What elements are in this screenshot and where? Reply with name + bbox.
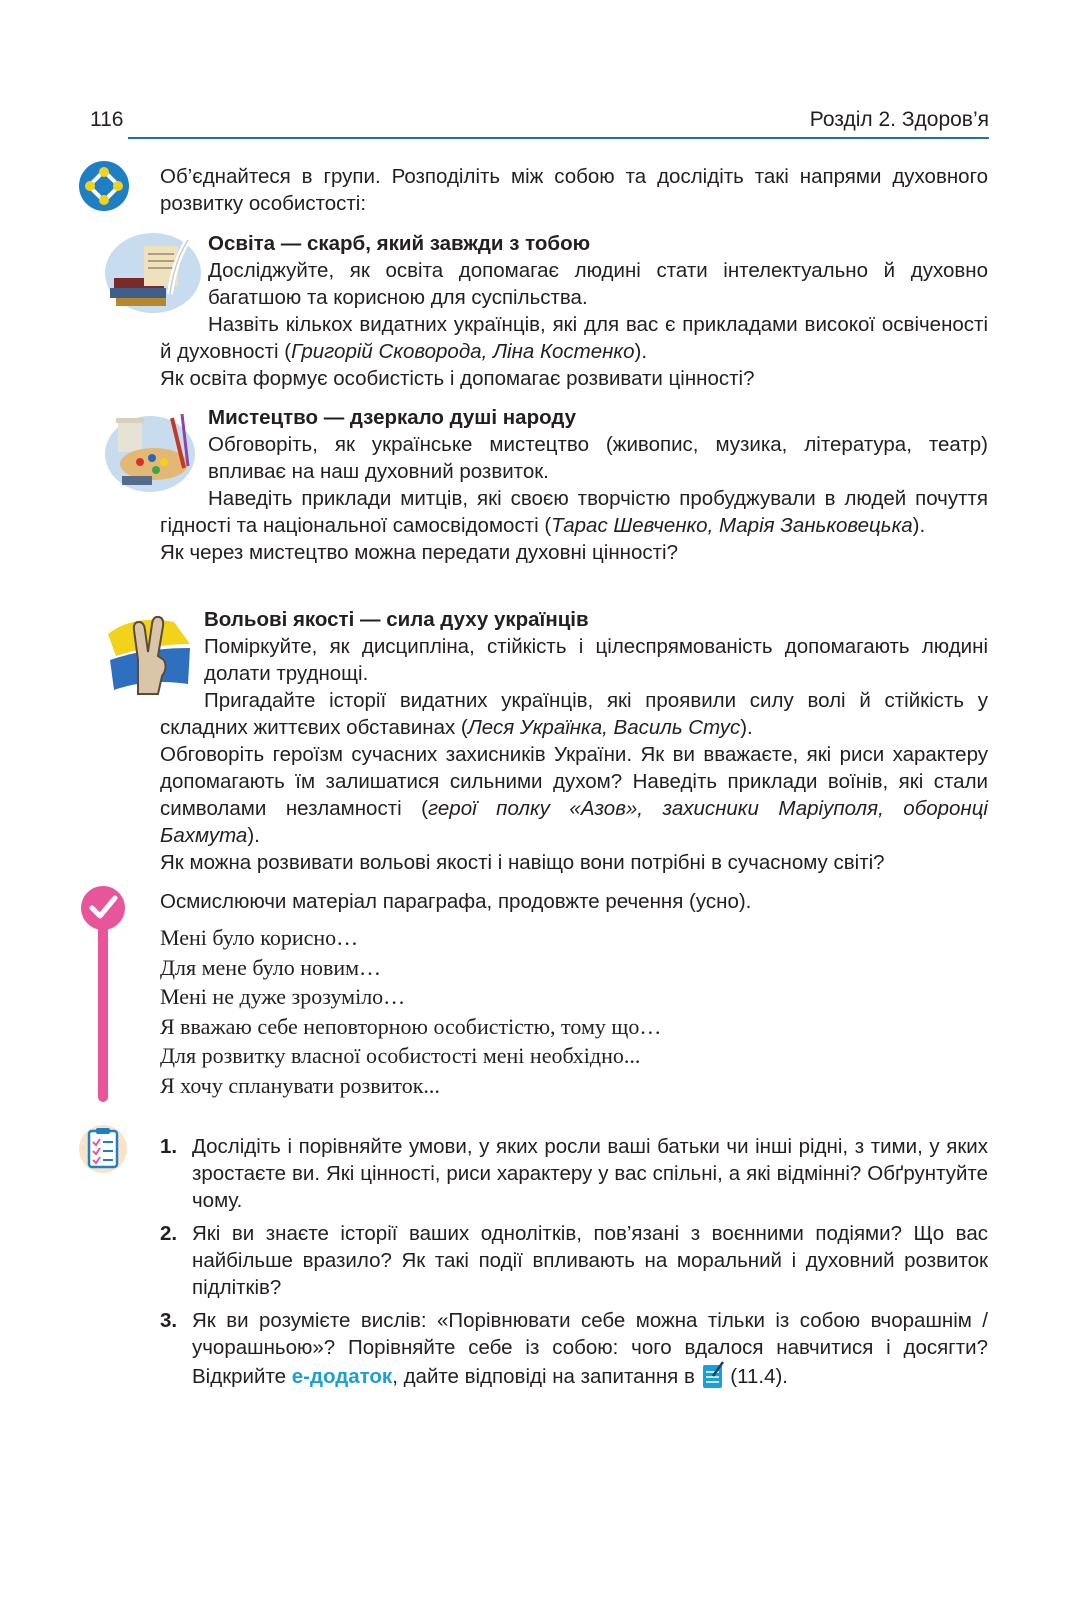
section-willpower-p1: Поміркуйте, як дисципліна, стійкість і цілеспрямованість допомагають людині долати труднощі.: [204, 635, 988, 685]
group-work-icon: [78, 160, 130, 212]
section-willpower-heroes: герої полку «Азов», захисники Маріуполя, оборонці Бахмута: [160, 797, 988, 847]
page-number: 116: [90, 108, 124, 131]
section-willpower-p2: Пригадайте історії видатних українців, які проявили силу волі й стійкість у складних життєвих обставинах (: [160, 689, 988, 739]
section-art-names: Тарас Шевченко, Марія Заньковецька: [551, 514, 913, 537]
punct: ).: [912, 514, 926, 537]
section-willpower-p4: Як можна розвивати вольові якості і навіщо вони потрібні в сучасному світі?: [160, 851, 885, 874]
reflection-intro: Осмислюючи матеріал параграфа, продовжте речення (усно).: [160, 890, 752, 913]
task-1: [160, 1133, 988, 1214]
section-willpower-names: Леся Українка, Василь Стус: [467, 716, 741, 739]
section-willpower-p3: Обговоріть героїзм сучасних захисників України. Як ви вважаєте, які риси характеру допомагають їм залишатися сильними духом? Наведіть приклади воїнів, які стали символами незламності (: [160, 743, 988, 820]
section-willpower: [160, 606, 988, 876]
task-number: 3.: [160, 1309, 178, 1332]
reflection-line: Мені не дуже зрозуміло…: [160, 984, 406, 1009]
punct: ).: [634, 340, 648, 363]
task-text: (11.4).: [724, 1365, 788, 1388]
reflection-line: Я вважаю себе неповторною особистістю, тому що…: [160, 1013, 662, 1039]
task-number: 2.: [160, 1222, 178, 1245]
e-appendix-link[interactable]: е-додаток: [291, 1365, 393, 1388]
header-rule: [128, 137, 989, 139]
section-willpower-title: Вольові якості — сила духу українців: [204, 608, 589, 631]
reflection-line: Для мене було новим…: [160, 954, 382, 980]
section-education-p1: Досліджуйте, як освіта допомагає людині стати інтелектуально й духовно багатшою та корисною для суспільства.: [208, 259, 988, 309]
task-2: [160, 1220, 988, 1301]
section-education-names: Григорій Сковорода, Ліна Костенко: [291, 340, 635, 363]
section-education: [160, 230, 988, 392]
section-education-title: Освіта — скарб, який завжди з тобою: [208, 232, 591, 255]
task-text: , дайте відповіді на запитання в: [392, 1365, 701, 1388]
punct: ).: [740, 716, 753, 739]
task-3: [160, 1307, 988, 1390]
notepad-icon: [701, 1361, 725, 1389]
punct: ).: [247, 824, 260, 847]
section-art: [160, 404, 988, 566]
section-art-title: Мистецтво — дзеркало душі народу: [208, 406, 577, 429]
checkmark-icon: [80, 884, 132, 1106]
reflection-lines: [160, 923, 988, 1100]
task-number: 1.: [160, 1135, 178, 1158]
intro-text: Об’єднайтеся в групи. Розподіліть між собою та дослідіть такі напрями духовного розвитку особистості:: [160, 165, 988, 215]
reflection-line: Для розвитку власної особистості мені необхідно...: [160, 1043, 641, 1068]
reflection-line: Я хочу спланувати розвиток...: [160, 1072, 440, 1098]
reflection-line: Мені було корисно…: [160, 925, 359, 950]
section-education-p3: Як освіта формує особистість і допомагає розвивати цінності?: [160, 367, 755, 390]
chapter-title: Розділ 2. Здоров’я: [809, 108, 989, 131]
section-art-p1: Обговоріть, як українське мистецтво (живопис, музика, література, театр) впливає на наш духовний розвиток.: [208, 433, 988, 483]
section-education-p2: Назвіть кількох видатних українців, які для вас є прикладами високої освіченості й духовності (: [160, 313, 988, 363]
task-text: Які ви знаєте історії ваших однолітків, пов’язані з воєнними подіями? Що вас найбільше вразило? Як такі події впливають на моральний і духовний розвиток підлітків?: [192, 1222, 988, 1299]
checklist-icon: [78, 1124, 128, 1174]
section-art-p2: Наведіть приклади митців, які своєю творчістю пробуджували в людей почуття гідності та національної самосвідомості (: [160, 487, 988, 537]
task-text: Дослідіть і порівняйте умови, у яких росли ваші батьки чи інші рідні, з тими, у яких зростаєте ви. Які цінності, риси характеру у вас спільні, а які відмінні? Обґрунтуйте чому.: [192, 1135, 988, 1212]
task-text: Як ви розумієте вислів: «Порівнювати себе можна тільки із собою вчорашнім / учорашньою»? Порівняйте себе із собою: чого вдалося навчитися і досягти? Відкрийте: [192, 1309, 988, 1388]
section-art-p3: Як через мистецтво можна передати духовні цінності?: [160, 541, 678, 564]
